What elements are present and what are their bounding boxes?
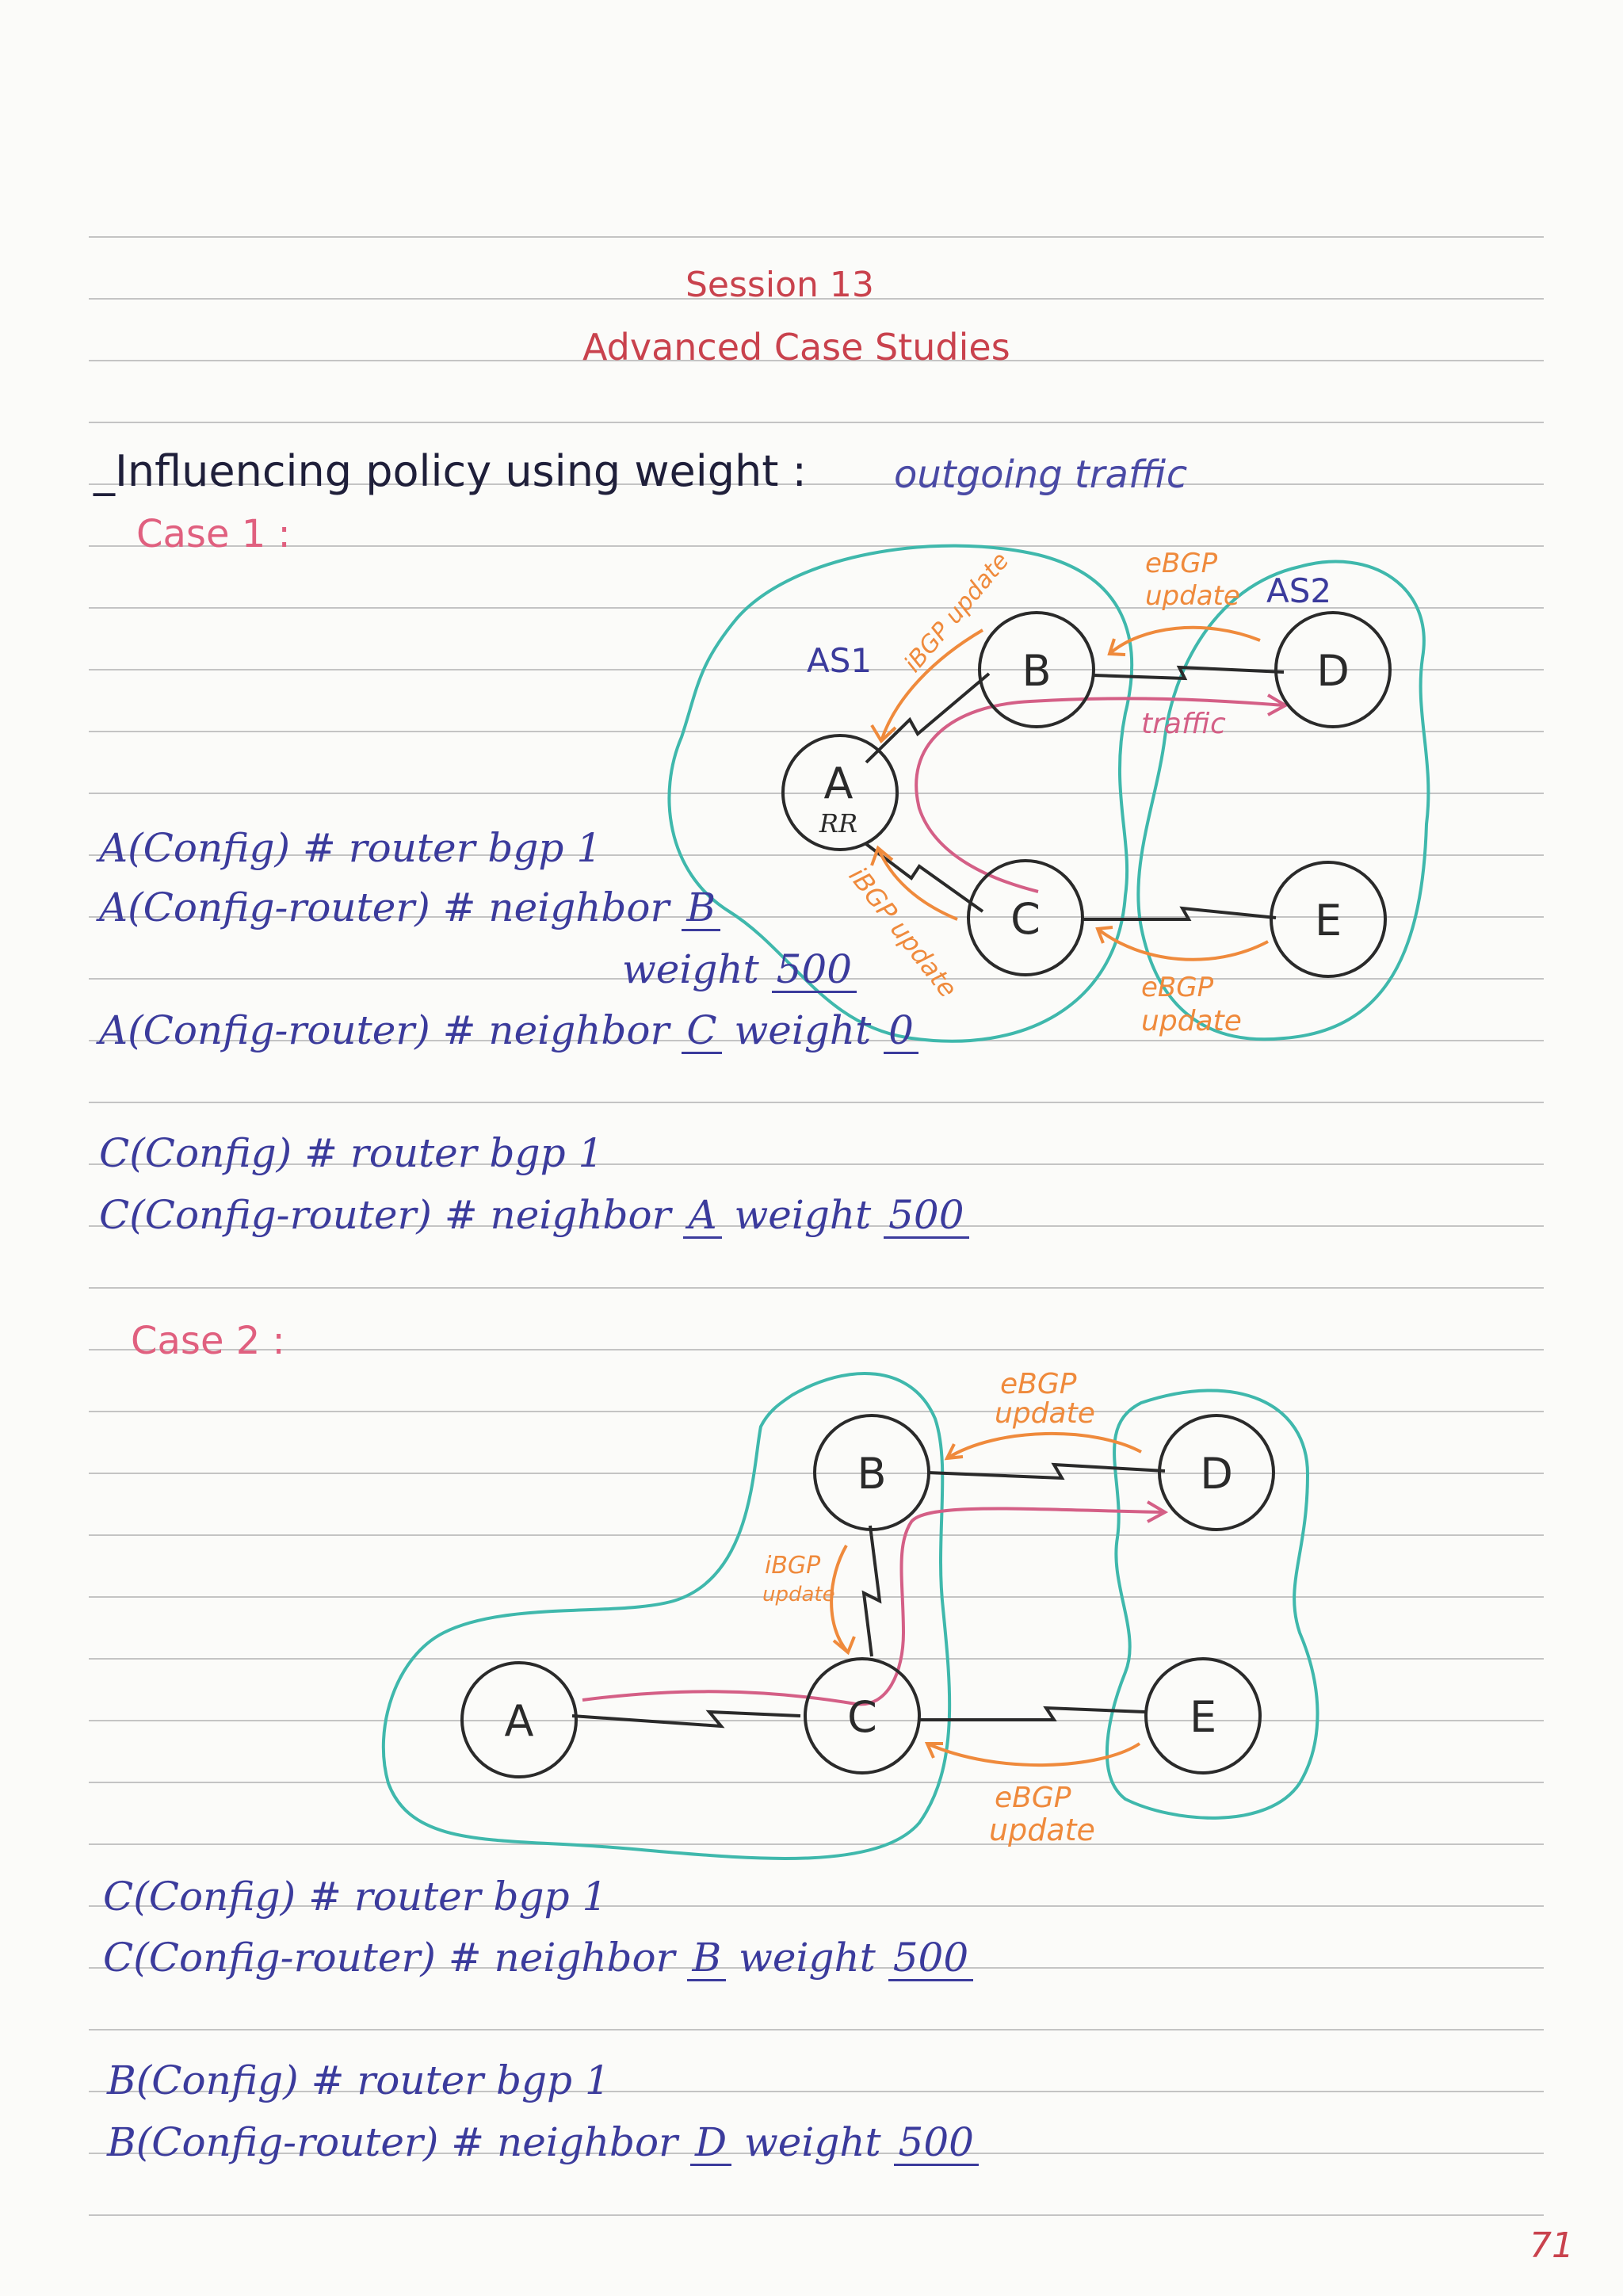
- weight-value-500: 500: [888, 1938, 973, 1981]
- ibgp-update-label-case2: update: [762, 1583, 835, 1606]
- ebgp-update-label-bottom: update: [1141, 1005, 1242, 1037]
- link-b-d: [927, 1465, 1165, 1478]
- ebgp-label-top-case2: eBGP: [1000, 1368, 1077, 1400]
- session-title: Session 13: [685, 265, 874, 305]
- neighbor-d: D: [690, 2122, 731, 2166]
- node-a-label-case2: A: [504, 1696, 534, 1746]
- ebgp-update-label-top: update: [1145, 580, 1240, 612]
- case1-config-c2: C(Config-router) # neighbor A weight 500: [99, 1195, 969, 1239]
- as1-boundary-case2: [384, 1373, 949, 1859]
- node-a-label: A: [823, 758, 854, 808]
- node-e-label: E: [1314, 896, 1342, 946]
- case2-config-b1: B(Config) # router bgp 1: [107, 2057, 610, 2103]
- ebgp-label-bottom: eBGP: [1141, 972, 1214, 1003]
- case2-config-c2: C(Config-router) # neighbor B weight 500: [103, 1938, 973, 1981]
- link-a-c: [572, 1712, 800, 1726]
- weight-value-500: 500: [772, 949, 857, 993]
- node-c-label: C: [1010, 894, 1041, 944]
- case1-config-a3: A(Config-router) # neighbor C weight 0: [99, 1010, 918, 1054]
- node-d-label: D: [1316, 646, 1350, 696]
- ibgp-update-label-bottom: iBGP update: [842, 861, 964, 1003]
- case2-config-b2: B(Config-router) # neighbor D weight 500: [107, 2122, 979, 2166]
- weight-value-500: 500: [884, 1195, 968, 1239]
- ebgp-label-top: eBGP: [1145, 548, 1218, 579]
- case-1-label: Case 1 :: [136, 512, 291, 556]
- ebgp-label-bottom-case2: eBGP: [995, 1782, 1071, 1814]
- node-b-label-case2: B: [857, 1449, 887, 1499]
- ebgp-update-label-top-case2: update: [995, 1397, 1095, 1430]
- section-subheading: outgoing traffic: [894, 453, 1188, 497]
- case1-config-a1: A(Config) # router bgp 1: [99, 825, 602, 871]
- weight-value-500: 500: [894, 2122, 979, 2166]
- node-c-label-case2: C: [847, 1692, 877, 1742]
- case-2-label: Case 2 :: [131, 1319, 285, 1363]
- as1-label: AS1: [807, 641, 873, 680]
- ebgp-update-label-bottom-case2: update: [989, 1813, 1095, 1847]
- case1-config-a2: A(Config-router) # neighbor B: [99, 888, 720, 931]
- case1-config-a2-weight: weight 500: [622, 949, 857, 993]
- traffic-path-case2: [582, 1508, 1165, 1704]
- ibgp-label-case2: iBGP: [765, 1552, 821, 1580]
- node-e-label-case2: E: [1189, 1692, 1217, 1742]
- node-d-label-case2: D: [1200, 1449, 1233, 1499]
- neighbor-b: B: [687, 1938, 726, 1981]
- node-b-label: B: [1022, 646, 1052, 696]
- page-number: 71: [1529, 2225, 1574, 2266]
- traffic-label: traffic: [1141, 708, 1226, 740]
- neighbor-b: B: [682, 888, 720, 931]
- ibgp-update-label-top: iBGP update: [899, 547, 1015, 678]
- section-heading: _Influencing policy using weight :: [94, 446, 807, 496]
- ebgp-arrow-top: [947, 1434, 1141, 1458]
- case1-config-c1: C(Config) # router bgp 1: [99, 1130, 604, 1176]
- weight-value-0: 0: [884, 1010, 918, 1054]
- neighbor-a: A: [683, 1195, 721, 1239]
- as2-label: AS2: [1266, 571, 1332, 610]
- case2-config-c1: C(Config) # router bgp 1: [103, 1874, 608, 1920]
- node-a-role: RR: [819, 808, 858, 839]
- neighbor-c: C: [682, 1010, 721, 1054]
- page-title: Advanced Case Studies: [582, 326, 1010, 369]
- link-b-c: [864, 1526, 880, 1656]
